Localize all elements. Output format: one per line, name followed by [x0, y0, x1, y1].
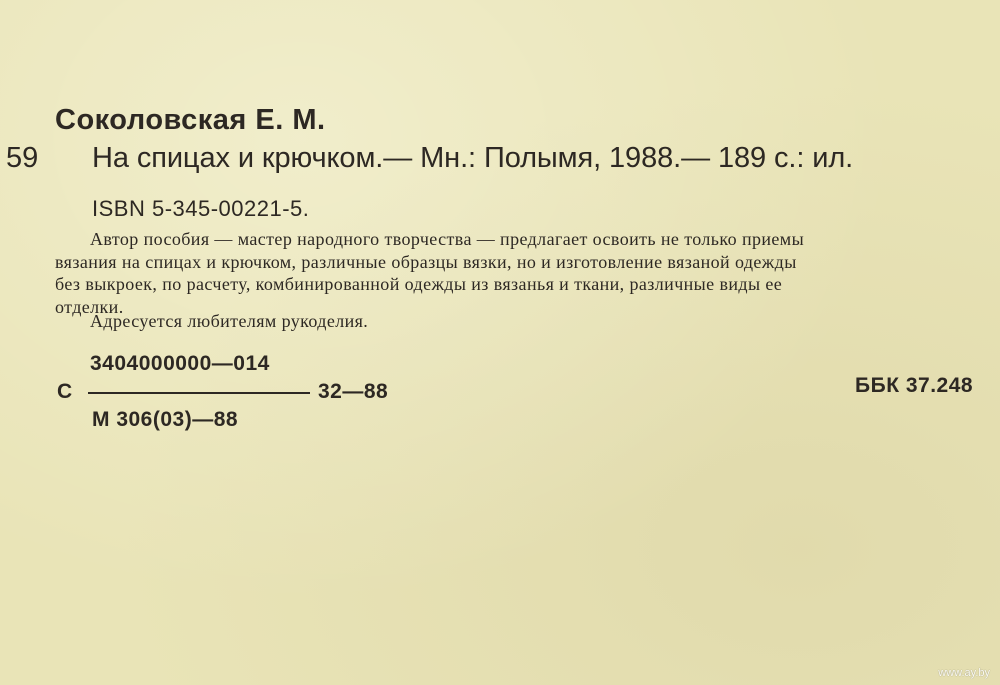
fraction-bar [88, 392, 310, 394]
author-name: Соколовская Е. М. [55, 104, 326, 136]
publication-code-letter: С [57, 380, 73, 403]
site-watermark: www.ay.by [938, 667, 990, 679]
title-imprint-line: На спицах и крючком.— Мн.: Полымя, 1988.— 189 с.: ил. [92, 142, 854, 174]
publication-code-denominator: М 306(03)—88 [92, 408, 239, 431]
audience-line: Адресуется любителям рукоделия. [90, 311, 369, 331]
show-through-text [560, 320, 566, 346]
catalog-number: 59 [6, 142, 39, 174]
annotation-line: Автор пособия — мастер народного творчества — предлагает освоить не только приемы [90, 229, 805, 249]
annotation-line: без выкроек, по расчету, комбинированной одежды из вязанья и ткани, различные виды ее [55, 274, 783, 294]
bbk-classification: ББК 37.248 [855, 374, 974, 397]
annotation-line: вязания на спицах и крючком, различные образцы вязки, но и изготовление вязаной одежды [55, 251, 797, 272]
annotation-paragraph [55, 228, 990, 318]
publication-code-suffix: 32—88 [318, 380, 389, 403]
annotation-line: отделки. [55, 296, 124, 317]
publication-code-numerator: 3404000000—014 [90, 352, 270, 375]
isbn-line: ISBN 5-345-00221-5. [92, 196, 310, 221]
